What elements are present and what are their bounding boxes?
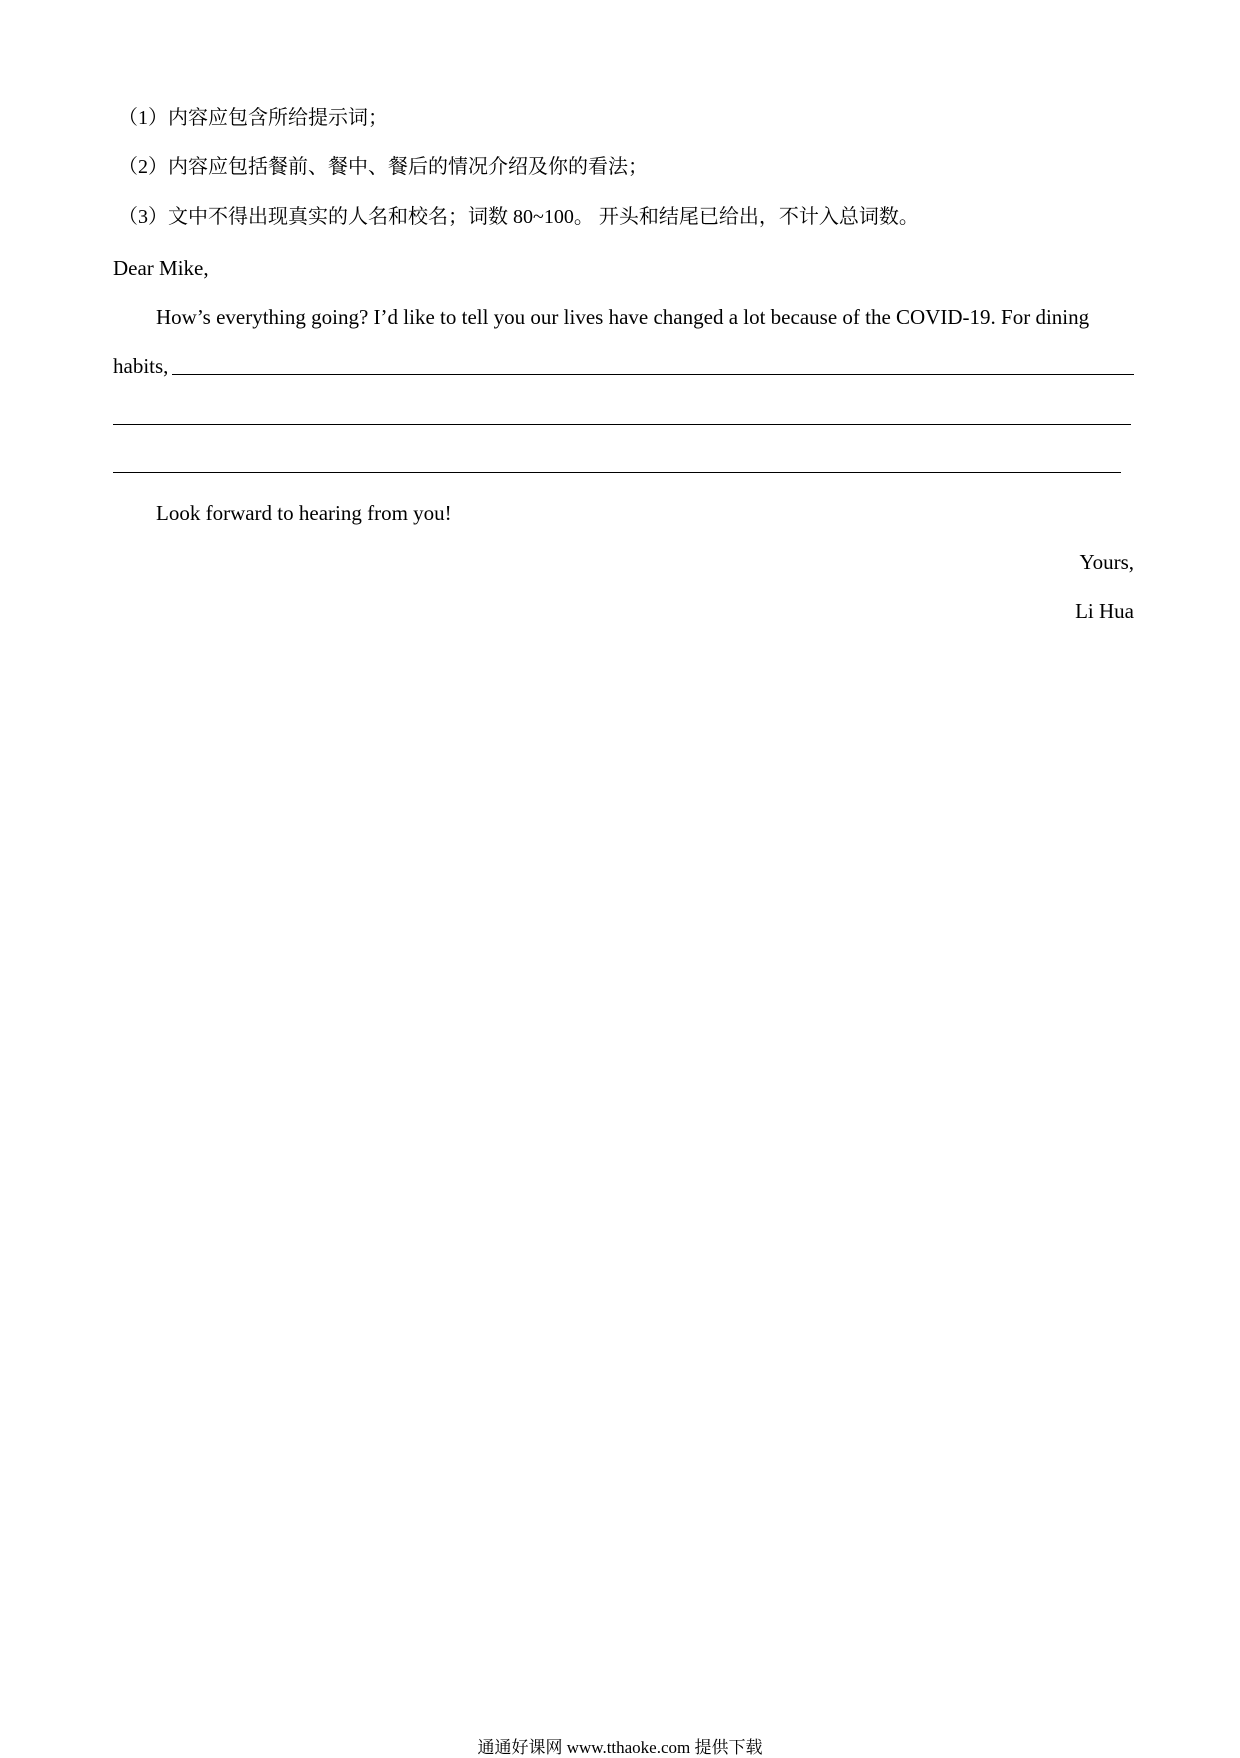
letter-sign-off: Yours, [1079, 550, 1134, 574]
writing-line-1 [172, 374, 1134, 375]
letter-opening-line-1: How’s everything going? I’d like to tell you our lives have changed a lot because of the COVID-19. For dining [156, 305, 1090, 329]
requirement-1: （1）内容应包含所给提示词； [118, 107, 388, 129]
writing-line-3 [113, 472, 1121, 473]
letter-opening-line-2: habits, [113, 354, 169, 378]
letter-salutation: Dear Mike, [113, 256, 209, 280]
letter-signature: Li Hua [1075, 599, 1134, 623]
letter-closing: Look forward to hearing from you! [156, 501, 452, 525]
writing-line-2 [113, 424, 1131, 425]
requirement-2: （2）内容应包括餐前、餐中、餐后的情况介绍及你的看法； [118, 156, 648, 178]
page-footer: 通通好课网 www.tthaoke.com 提供下载 [477, 1738, 763, 1757]
requirement-3: （3）文中不得出现真实的人名和校名；词数 80~100。 开头和结尾已给出，不计入总词数。 [118, 206, 919, 228]
